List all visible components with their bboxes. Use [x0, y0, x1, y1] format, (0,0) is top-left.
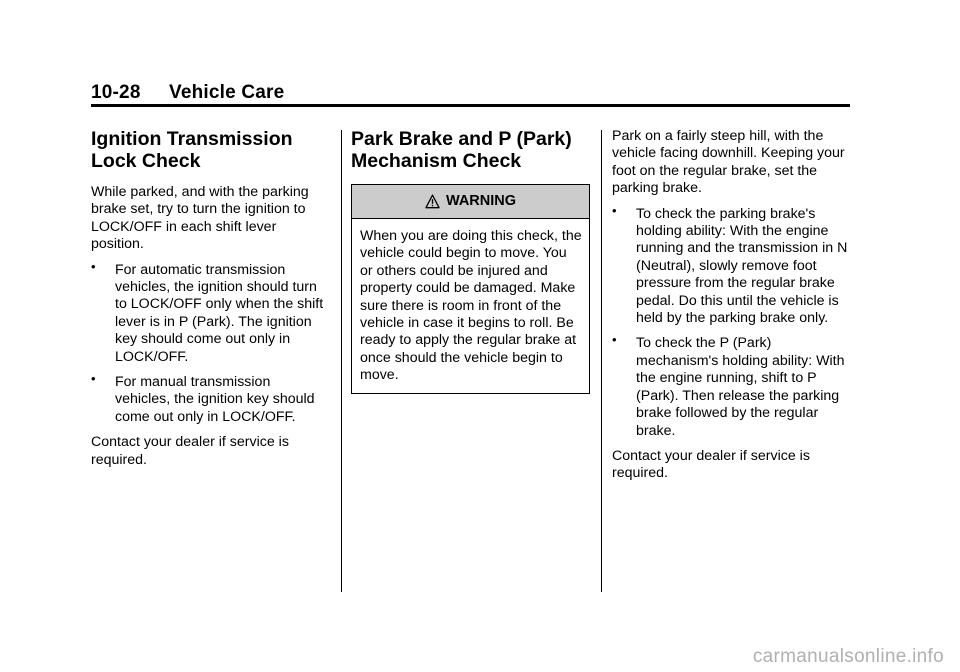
ignition-closing: Contact your dealer if service is required. — [91, 434, 289, 468]
header-rule — [91, 104, 850, 107]
page-number: 10-28 — [91, 82, 141, 103]
ignition-lock-heading: Ignition Transmission Lock Check — [91, 128, 293, 172]
section-title: Vehicle Care — [169, 82, 285, 103]
list-item-text: For manual transmission vehicles, the ignition key should come out only in LOCK/OFF. — [115, 374, 315, 425]
column-1 — [91, 128, 329, 477]
list-item-text: For automatic transmission vehicles, the ignition should turn to LOCK/OFF only when the shift lever is in P (Park). The ignition key should come out only in LOCK/OFF. — [115, 261, 324, 365]
bullet-icon: • — [612, 202, 617, 218]
park-check-intro: Park on a fairly steep hill, with the vehicle facing downhill. Keeping your foot on the regular brake, set the parking brake. — [612, 128, 845, 197]
list-item — [612, 202, 857, 328]
park-check-bullet-list — [612, 202, 857, 440]
warning-box — [351, 184, 590, 394]
ignition-bullet-list — [91, 258, 329, 427]
park-check-closing: Contact your dealer if service is required. — [612, 447, 810, 482]
list-item-text: To check the P (Park) mechanism's holding ability: With the engine running, shift to P (Park). Then release the parking brake followed by the regular brake. — [636, 335, 845, 439]
bullet-icon: • — [612, 332, 617, 348]
list-item — [612, 332, 857, 439]
warning-header — [352, 185, 589, 219]
bullet-icon: • — [91, 371, 96, 387]
warning-text: When you are doing this check, the vehicle could begin to move. You or others could be injured and property could be damaged. Make sure there is room in front of the vehicle in case it begins to roll. Be ready to apply the regular brake at once should the vehicle begin to move. — [360, 228, 582, 384]
ignition-intro: While parked, and with the parking brake set, try to turn the ignition to LOCK/OFF in each shift lever position. — [91, 184, 309, 253]
bullet-icon: • — [91, 258, 96, 274]
watermark: carmanualsonline.info — [752, 646, 944, 667]
list-item — [91, 258, 329, 366]
column-divider-2 — [601, 130, 602, 592]
park-brake-heading: Park Brake and P (Park) Mechanism Check — [351, 128, 572, 172]
column-divider-1 — [341, 130, 342, 592]
column-2 — [351, 128, 590, 394]
warning-triangle-icon — [425, 194, 440, 209]
page-header — [91, 82, 284, 104]
warning-label: WARNING — [445, 192, 517, 209]
list-item-text: To check the parking brake's holding ability: With the engine running and the transmission in N (Neutral), slowly remove foot pressure from the regular brake pedal. Do this until the vehicle is held by the parking brake only. — [636, 205, 848, 327]
column-3 — [612, 128, 857, 491]
list-item — [91, 371, 329, 426]
